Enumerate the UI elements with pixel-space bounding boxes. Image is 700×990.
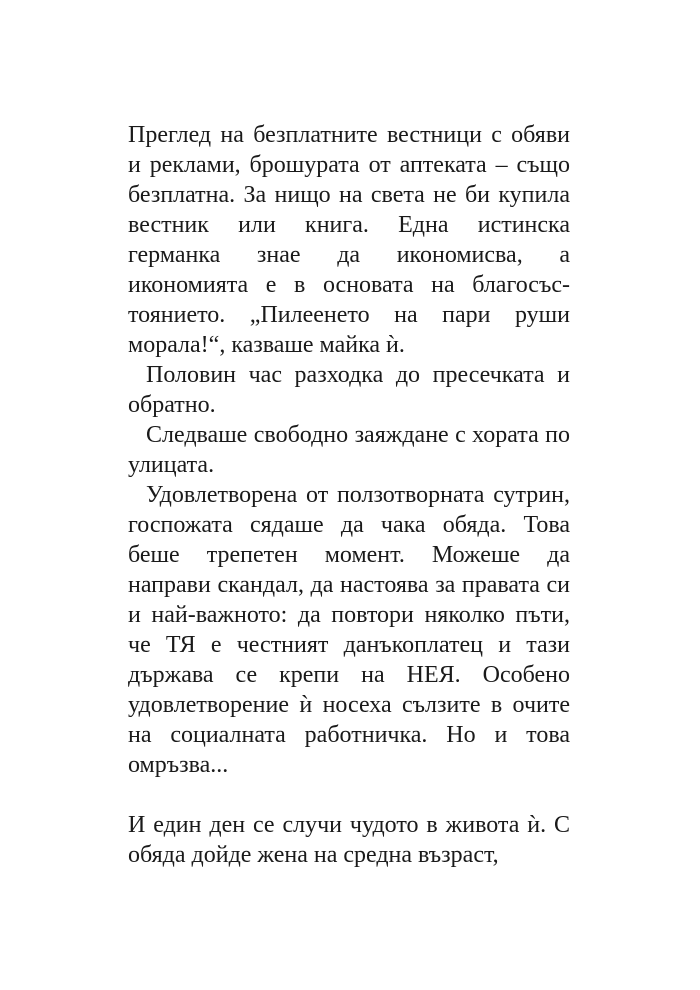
paragraph-street: Следваше свободно заяждане с хората по улицата. (128, 422, 570, 478)
paragraph-newspapers: Преглед на безплатните вестници с обяви и реклами, брошурата от аптеката – също безплатна. За нищо на света не би купила вестник или книга. Една истинска германка знае да икономисва, а икономията е в основата на благосъстоянието. „Пилеенето на пари руши морала!“, казваше майка ѝ. (128, 122, 570, 358)
paragraph-miracle: И един ден се случи чудото в живота ѝ. С обяда дойде жена на средна възраст, (128, 812, 570, 868)
body-text (128, 120, 570, 870)
paragraph-lunch-wait: Удовлетворена от ползотворната сутрин, госпожата сядаше да чака обяда. Това беше трепетен момент. Можеше да направи скандал, да настоява за правата си и най-важното: да повтори няколко пъти, че ТЯ е честният данъкоплатец и тази държава се крепи на НЕЯ. Особено удовлетворение ѝ носеха сълзите в очите на социалната работничка. Но и това омръзва... (128, 482, 570, 778)
paragraph-walk: Половин час разходка до пресечката и обратно. (128, 362, 570, 418)
